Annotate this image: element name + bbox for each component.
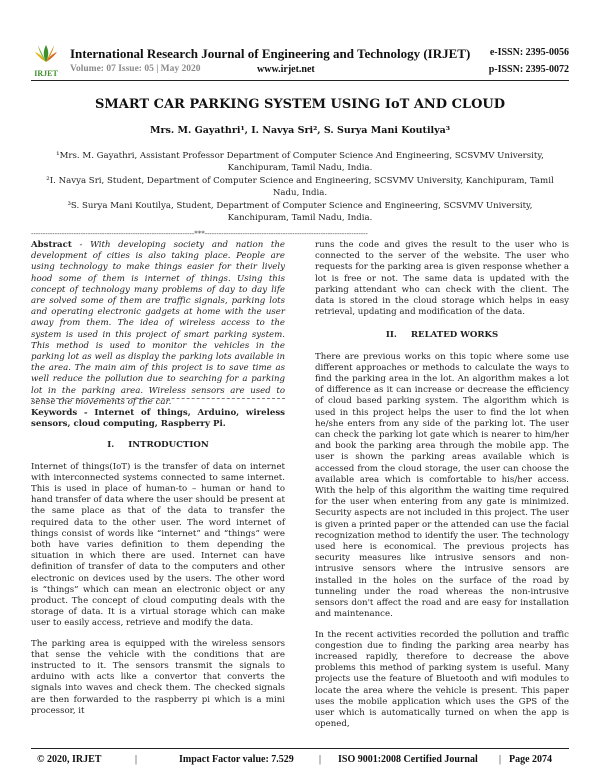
affiliation-2: ²I. Navya Sri, Student, Department of Computer Science and Engineering, SCSVMV University, Kanchipuram, Tamil Nadu, India. <box>46 176 554 198</box>
logo-text: IRJET <box>34 69 58 78</box>
right-paragraph-1: runs the code and gives the result to the user who is connected to the server of the website. The user who requests for the parking area is given response whether a lot is free or not. The same data is updated with the parking attendant who can check with the client. The data is stored in the cloud storage which helps in easy retrieval, updating and modification of the data. <box>315 240 569 318</box>
related-works-paragraph-1: There are previous works on this topic where some use different approaches or methods to calculate the ways to find the parking area in the lot. An algorithm makes a lot of difference as it can increase or decrease the efficiency of cloud based parking system. The algorithm which is used in this project helps the user to find the lot when he/she enters from any side of the parking lot. The user can check the parking lot gate which is nearer to him/her and book the parking area through the mobile app. The user is shown the parking areas available which is accessed from the cloud storage, the user can choose the available area which is comfortable to his/her access. With the help of this algorithm the waiting time required for the user when entering from any gate is minimized. Security aspects are not included in this project. The user is given a printed paper or the attended can use the facial recognization method to identify the user. The technology used here is economical. The previous projects has security measures like intrusive sensors and non-intrusive sensors where the intrusive sensors are installed in the holes on the surface of the road by tunneling under the road whereas the non-intrusive sensors don't affect the road and are easy for installation and maintenance. <box>315 351 569 620</box>
abstract <box>31 240 285 408</box>
section-heading-related-works <box>315 330 569 341</box>
irjet-logo-icon <box>31 42 61 82</box>
abstract-text: - With developing society and nation the development of cities is also taking place. People are using technology to make things easier for their lively hood some of them is internet of things. Using this concept of technology many problems of day to day life are solved some of them are traffic signals, parking lots and operating electronic gadgets at home with the user away from them. The idea of wireless access to the system is used in this project of smart parking system. This method is used to monitor the vehicles in the parking lot as well as display the parking lots available in the area. The main aim of this project is to save time as well reduce the pollution due to searching for a parking lot in the parking area. Wireless sensors are used to sense the movements of the car. <box>31 240 285 407</box>
section-number: II. <box>385 330 397 341</box>
affiliation-3: ³S. Surya Mani Koutilya, Student, Department of Computer Science and Engineering, SCSVMV University, Kanchipuram, Tamil Nadu, India. <box>67 201 533 223</box>
section-heading-introduction <box>31 440 285 451</box>
intro-paragraph-2: The parking area is equipped with the wireless sensors that sense the vehicle with the conditions that are instructed to it. The sensors transmit the signals to arduino with acts like a convertor that converts the signals into waves and check them. The checked signals are then forwarded to the raspberry pi which is a mini processor, it <box>31 638 285 716</box>
footer-separator: | <box>499 754 502 765</box>
left-column-body <box>31 408 285 726</box>
paper-title: SMART CAR PARKING SYSTEM USING IoT AND CLOUD <box>94 97 506 112</box>
section-number: I. <box>107 440 115 451</box>
footer-page-number: Page 2074 <box>509 754 553 765</box>
p-issn: p-ISSN: 2395-0072 <box>488 64 569 75</box>
paper-authors: Mrs. M. Gayathri¹, I. Navya Sri², S. Surya Mani Koutilya³ <box>149 125 450 136</box>
affiliation-1: ¹Mrs. M. Gayathri, Assistant Professor Department of Computer Science And Engineering, SCSVMV University, Kanchipuram, Tamil Nadu, India. <box>56 151 544 173</box>
footer-iso: ISO 9001:2008 Certified Journal <box>338 754 478 765</box>
related-works-paragraph-2: In the recent activities recorded the pollution and traffic congestion due to finding the parking area nearby has increased rapidly, therefore to decrease the above problems this method of parking system is useful. Many projects use the feature of Bluetooth and wifi modules to locate the area where the vehicle is present. This paper uses the mobile application which uses the GPS of the user which is automatically turned on when the app is opened, <box>315 629 569 730</box>
footer-copyright: © 2020, IRJET <box>37 754 102 765</box>
right-column <box>315 240 569 739</box>
footer-impact-factor: Impact Factor value: 7.529 <box>179 754 294 765</box>
abstract-label: Abstract <box>31 240 72 250</box>
e-issn: e-ISSN: 2395-0056 <box>489 47 569 58</box>
section-title: RELATED WORKS <box>410 330 499 341</box>
keywords: Keywords - Internet of things, Arduino, wireless sensors, cloud computing, Raspberry Pi. <box>31 408 285 430</box>
footer-separator: | <box>319 754 322 765</box>
section-separator: ---------------------------------------------------------------------***--------------------------------------------------------------------- <box>31 230 368 238</box>
journal-name: International Research Journal of Engineering and Technology (IRJET) <box>70 46 471 61</box>
footer-divider <box>31 748 569 749</box>
intro-paragraph-1: Internet of things(IoT) is the transfer of data on internet with interconnected systems connected to same internet. This is used in place of human-to – human or hand to hand transfer of data where the user should be present at the same place as that of the data to transfer the required data to the other user. The word internet of things consist of words like “internet” and “things” were both have varies definition to them depending the situation in which there are used. Internet can have definition of transfer of data to the computers and other electronic on devices used by the users. The other word is “things” which can mean an electronic object or any product. The concept of cloud computing deals with the storage of data. It is a virtual storage which can make user to easily access, retrieve and modify the data. <box>31 461 285 629</box>
journal-header <box>31 40 569 90</box>
volume-issue: Volume: 07 Issue: 05 | May 2020 <box>70 64 201 74</box>
footer-separator: | <box>135 754 138 765</box>
section-title: INTRODUCTION <box>128 440 209 451</box>
journal-website[interactable]: www.irjet.net <box>257 64 315 75</box>
left-column <box>31 240 285 408</box>
abstract-bottom-rule <box>31 398 285 399</box>
header-divider <box>31 80 569 81</box>
